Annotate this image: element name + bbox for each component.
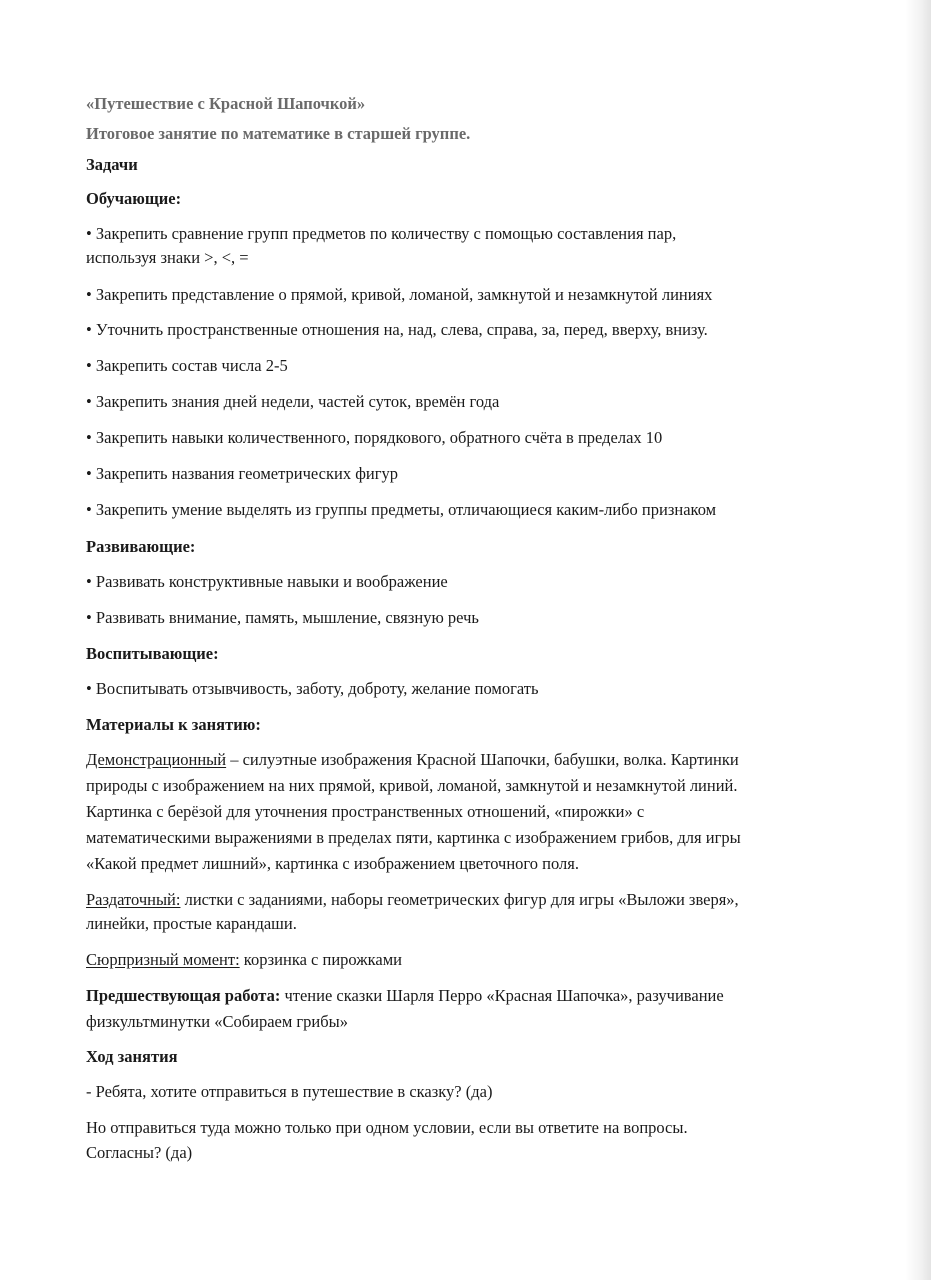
lesson-line: Согласны? (да) xyxy=(86,1143,193,1162)
materials-heading: Материалы к занятию: xyxy=(86,715,261,734)
teaching-item: • Закрепить навыки количественного, порядкового, обратного счёта в пределах 10 xyxy=(86,428,663,447)
teaching-item: • Закрепить умение выделять из группы предметы, отличающиеся каким-либо признаком xyxy=(86,500,717,519)
teaching-heading: Обучающие: xyxy=(86,189,182,208)
tasks-heading: Задачи xyxy=(86,155,138,174)
demo-paragraph-line: «Какой предмет лишний», картинка с изображением цветочного поля. xyxy=(86,854,579,873)
demo-text: – силуэтные изображения Красной Шапочки, бабушки, волка. Картинки xyxy=(226,750,739,769)
educating-item: • Воспитывать отзывчивость, заботу, доброту, желание помогать xyxy=(86,679,539,698)
prior-work-label: Предшествующая работа: xyxy=(86,986,281,1005)
teaching-item: • Закрепить названия геометрических фигур xyxy=(86,464,398,483)
teaching-item: • Закрепить знания дней недели, частей суток, времён года xyxy=(86,392,500,411)
scan-edge-shadow xyxy=(905,0,931,1280)
surprise-text: корзинка с пирожками xyxy=(239,950,403,969)
handout-paragraph-line xyxy=(86,888,846,911)
prior-work-line: физкультминутки «Собираем грибы» xyxy=(86,1012,348,1031)
developing-item: • Развивать внимание, память, мышление, связную речь xyxy=(86,608,479,627)
surprise-paragraph-line xyxy=(86,948,846,971)
handout-label: Раздаточный: xyxy=(86,890,181,909)
developing-heading: Развивающие: xyxy=(86,537,196,556)
lesson-heading: Ход занятия xyxy=(86,1047,178,1066)
lesson-line: Но отправиться туда можно только при одном условии, если вы ответите на вопросы. xyxy=(86,1118,688,1137)
prior-work-line xyxy=(86,984,846,1007)
doc-title: «Путешествие с Красной Шапочкой» xyxy=(86,94,366,113)
handout-paragraph-line: линейки, простые карандаши. xyxy=(86,914,297,933)
demo-paragraph-line: математическими выражениями в пределах пяти, картинка с изображением грибов, для игры xyxy=(86,828,741,847)
teaching-item: • Закрепить представление о прямой, кривой, ломаной, замкнутой и незамкнутой линиях xyxy=(86,285,713,304)
teaching-item: • Закрепить сравнение групп предметов по количеству с помощью составления пар, xyxy=(86,224,677,243)
teaching-item: используя знаки >, <, = xyxy=(86,248,249,267)
doc-subtitle: Итоговое занятие по математике в старшей группе. xyxy=(86,124,471,143)
demo-paragraph-line xyxy=(86,748,846,771)
educating-heading: Воспитывающие: xyxy=(86,644,219,663)
surprise-label: Сюрпризный момент: xyxy=(86,950,240,969)
teaching-item: • Закрепить состав числа 2-5 xyxy=(86,356,288,375)
developing-item: • Развивать конструктивные навыки и воображение xyxy=(86,572,448,591)
lesson-line: - Ребята, хотите отправиться в путешествие в сказку? (да) xyxy=(86,1082,493,1101)
demo-paragraph-line: природы с изображением на них прямой, кривой, ломаной, замкнутой и незамкнутой линий. xyxy=(86,776,738,795)
handout-text: листки с заданиями, наборы геометрических фигур для игры «Выложи зверя», xyxy=(180,890,739,909)
teaching-item: • Уточнить пространственные отношения на, над, слева, справа, за, перед, вверху, внизу. xyxy=(86,320,708,339)
prior-work-text: чтение сказки Шарля Перро «Красная Шапочка», разучивание xyxy=(280,986,724,1005)
demo-paragraph-line: Картинка с берёзой для уточнения пространственных отношений, «пирожки» с xyxy=(86,802,645,821)
demo-label: Демонстрационный xyxy=(86,750,227,769)
